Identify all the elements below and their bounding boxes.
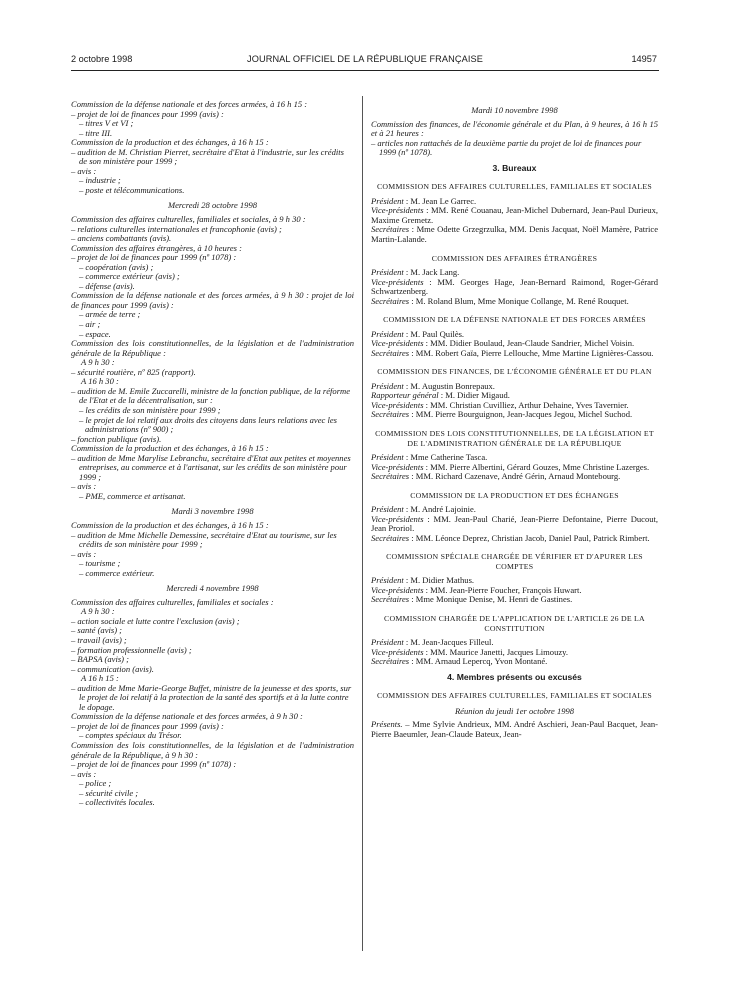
agenda-item: – projet de loi de finances pour 1999 (avis) : [71, 108, 224, 119]
agenda-item: – sécurité routière, nº 825 (rapport). [71, 366, 196, 377]
presents-text: – Mme Sylvie Andrieux, MM. André Aschieri, Jean-Paul Bacquet, Jean-Pierre Baeumler, Jean-Claude Bateux, Jean- [371, 719, 658, 739]
agenda-item: A 16 h 15 : [81, 673, 119, 684]
commission-title: COMMISSION DES AFFAIRES CULTURELLES, FAMILIALES ET SOCIALES [376, 691, 653, 701]
bureau-member-line [371, 515, 658, 534]
meeting-date: Réunion du jeudi 1er octobre 1998 [454, 705, 575, 716]
agenda-commission-line: Commission de la production et des échanges, à 16 h 15 : [71, 519, 269, 530]
agenda-commission-line: Commission de la production et des échanges, à 16 h 15 : [71, 443, 269, 454]
bureau-role: Président [371, 380, 404, 391]
agenda-item: – action sociale et lutte contre l'exclusion (avis) ; [71, 615, 240, 626]
agenda-item: – sécurité civile ; [79, 787, 139, 798]
bureau-members: : Mme Catherine Tasca. [403, 452, 488, 463]
bureau-members: : MM. Didier Boulaud, Jean-Claude Sandrier, Michel Voisin. [423, 338, 635, 349]
date-heading: Mardi 10 novembre 1998 [471, 105, 558, 115]
date-heading: Mercredi 28 octobre 1998 [167, 200, 257, 211]
bureau-role: Président [371, 328, 404, 339]
bureau-role: Président [371, 195, 404, 206]
agenda-item: – armée de terre ; [79, 309, 141, 320]
bureau-member-line [371, 595, 658, 605]
bureau-member-line [371, 534, 658, 544]
commission-block [371, 315, 658, 358]
section-heading: 4. Membres présents ou excusés [447, 671, 582, 682]
agenda-item: – audition de Mme Marylise Lebranchu, secrétaire d'Etat aux petites et moyennes entreprises, au commerce et à l'artisanat, sur les crédits de son ministère pour 1999 ; [71, 452, 351, 482]
agenda-item: – audition de Mme Marie-George Buffet, ministre de la jeunesse et des sports, sur le projet de loi relatif à la protection de la santé des sportifs et à la lutte contre le dopage. [71, 682, 352, 712]
header-rule [71, 70, 659, 71]
commission-title: COMMISSION SPÉCIALE CHARGÉE DE VÉRIFIER ET D'APURER LES COMPTES [386, 552, 643, 571]
agenda-item: – projet de loi de finances pour 1999 (avis) : [71, 720, 224, 731]
presents-paragraph [371, 720, 658, 739]
agenda-item: – communication (avis). [71, 663, 154, 674]
agenda-item: – projet de loi de finances pour 1999 (nº 1078) : [71, 759, 237, 770]
bureau-members: : MM. René Couanau, Jean-Michel Dubernard, Jean-Paul Durieux, Maxime Gremetz. [371, 205, 658, 225]
bureau-members: : M. Jean Le Garrec. [403, 195, 477, 206]
right-column [371, 100, 658, 739]
agenda-item: – relations culturelles internationales et francophonie (avis) ; [71, 223, 282, 234]
bureau-role: Président [371, 637, 404, 647]
bureau-members: : M. Didier Mathus. [403, 575, 475, 586]
bureau-members: : MM. Jean-Pierre Foucher, François Huwart. [423, 584, 582, 595]
bureau-member-line [371, 206, 658, 225]
bureau-role: Président [371, 267, 404, 278]
commission-block [371, 254, 658, 307]
agenda-item: – fonction publique (avis). [71, 433, 162, 444]
agenda-item: – les crédits de son ministère pour 1999 ; [79, 404, 221, 415]
agenda-item: – défense (avis). [79, 280, 135, 291]
agenda-item: – avis : [71, 165, 97, 176]
agenda-item: – avis : [71, 481, 97, 492]
bureau-role: Vice-présidents [371, 399, 424, 410]
commission-title: COMMISSION CHARGÉE DE L'APPLICATION DE L'ARTICLE 26 DE LA CONSTITUTION [384, 614, 645, 633]
agenda-item: – tourisme ; [79, 558, 121, 569]
bureau-members: : Mme Monique Denise, M. Henri de Gastines. [409, 594, 573, 605]
header-page-number: 14957 [631, 54, 657, 64]
bureau-role: Vice-présidents [371, 338, 424, 349]
bureau-role: Vice-présidents [371, 646, 424, 657]
agenda-item: – commerce extérieur (avis) ; [79, 271, 180, 282]
bureau-members: : M. André Lajoinie. [403, 504, 476, 515]
agenda-item: – projet de loi de finances pour 1999 (nº 1078) : [71, 252, 237, 263]
date-heading: Mardi 3 novembre 1998 [171, 506, 254, 517]
bureau-role: Secrétaires [371, 295, 410, 306]
commission-block [371, 614, 658, 667]
bureau-member-line [371, 349, 658, 359]
date-heading: Mercredi 4 novembre 1998 [166, 583, 259, 594]
bureau-role: Secrétaires [371, 409, 410, 420]
header-journal-title: JOURNAL OFFICIEL DE LA RÉPUBLIQUE FRANÇAISE [247, 54, 483, 64]
agenda-item: A 16 h 30 : [81, 376, 119, 387]
bureau-role: Président [371, 575, 404, 586]
bureau-members: : MM. Georges Hage, Jean-Bernard Raimond, Roger-Gérard Schwartzenberg. [371, 276, 658, 297]
agenda-item: – santé (avis) ; [71, 625, 123, 636]
commission-title: COMMISSION DE LA PRODUCTION ET DES ÉCHANGES [410, 490, 619, 500]
commission-title: COMMISSION DES AFFAIRES CULTURELLES, FAMILIALES ET SOCIALES [376, 182, 653, 192]
header-date: 2 octobre 1998 [71, 54, 133, 64]
bureau-role: Secrétaires [371, 471, 410, 482]
agenda-item: – articles non rattachés de la deuxième partie du projet de loi de finances pour 1999 (nº 1078). [371, 137, 642, 158]
agenda-commission-line: Commission de la défense nationale et des forces armées, à 9 h 30 : projet de loi de finances pour 1999 (avis) : [71, 290, 354, 310]
agenda-item: A 9 h 30 : [81, 606, 115, 617]
agenda-item: – air ; [79, 319, 101, 330]
agenda-item: – anciens combattants (avis). [71, 233, 172, 244]
bureau-members: : MM. Arnaud Lepercq, Yvon Montané. [409, 656, 548, 667]
bureau-members: : MM. Christian Cuvilliez, Arthur Dehaine, Yves Tavernier. [423, 399, 629, 410]
agenda-commission-line: Commission des lois constitutionnelles, de la législation et de l'administration générale de la République, à 9 h 30 : [71, 740, 354, 760]
bureau-members: : M. Roland Blum, Mme Monique Collange, M. René Rouquet. [409, 295, 629, 306]
commission-block [371, 552, 658, 605]
bureaux-list [371, 182, 658, 666]
commission-title: COMMISSION DES LOIS CONSTITUTIONNELLES, DE LA LÉGISLATION ET DE L'ADMINISTRATION GÉNÉRALE DE LA RÉPUBLIQUE [375, 429, 654, 448]
right-column-agenda [371, 106, 658, 173]
commission-block [371, 182, 658, 244]
bureau-role: Vice-présidents [371, 513, 424, 524]
bureau-members: : M. Jean-Jacques Filleul. [403, 637, 494, 647]
agenda-item: – audition de M. Christian Pierret, secrétaire d'Etat à l'industrie, sur les crédits de son ministère pour 1999 ; [71, 146, 344, 167]
column-divider [362, 96, 363, 951]
bureau-members: : MM. Robert Gaïa, Pierre Lellouche, Mme Martine Lignières-Cassou. [409, 347, 654, 358]
agenda-commission-line: Commission des finances, de l'économie générale et du Plan, à 9 heures, à 16 h 15 et à 21 heures : [371, 118, 658, 139]
agenda-item: – formation professionnelle (avis) ; [71, 644, 192, 655]
bureau-member-line [371, 297, 658, 307]
bureau-role: Vice-présidents [371, 584, 424, 595]
agenda-item: – commerce extérieur. [79, 567, 155, 578]
agenda-item: – audition de M. Emile Zuccarelli, ministre de la fonction publique, de la réforme de l'Etat et de la décentralisation, sur : [71, 385, 350, 406]
bureau-member-line [371, 225, 658, 244]
commission-block [371, 367, 658, 420]
agenda-item: – avis : [71, 768, 97, 779]
agenda-item: – audition de Mme Michelle Demessine, secrétaire d'Etat au tourisme, sur les crédits de son ministère pour 1999 ; [71, 529, 337, 550]
agenda-item: – coopération (avis) ; [79, 261, 154, 272]
agenda-item: – industrie ; [79, 175, 121, 186]
bureau-role: Secrétaires [371, 224, 410, 235]
page-header [71, 54, 659, 68]
agenda-item: – espace. [79, 328, 111, 339]
bureau-members: : MM. Richard Cazenave, André Gérin, Arnaud Montebourg. [409, 471, 621, 482]
agenda-commission-line: Commission des lois constitutionnelles, de la législation et de l'administration générale de la République : [71, 338, 354, 358]
bureau-member-line [371, 410, 658, 420]
agenda-commission-line: Commission des affaires culturelles, familiales et sociales, à 9 h 30 : [71, 214, 306, 225]
agenda-item: – travail (avis) ; [71, 634, 127, 645]
bureau-members: : MM. Maurice Janetti, Jacques Limouzy. [423, 646, 569, 657]
agenda-commission-line: Commission des affaires culturelles, familiales et sociales : [71, 596, 274, 607]
section-heading: 3. Bureaux [492, 162, 537, 173]
agenda-item: – titres V et VI ; [79, 118, 134, 129]
bureau-members: : M. Augustin Bonrepaux. [403, 380, 495, 391]
agenda-item: – poste et télécommunications. [79, 184, 185, 195]
bureau-members: : MM. Pierre Albertini, Gérard Gouzes, Mme Christine Lazerges. [423, 461, 650, 472]
bureau-role: Vice-présidents [371, 205, 424, 216]
agenda-item: – BAPSA (avis) ; [71, 654, 129, 665]
bureau-members: : MM. Jean-Paul Charié, Jean-Pierre Defontaine, Pierre Ducout, Jean Proriol. [371, 513, 658, 534]
bureau-members: : M. Jack Lang. [403, 267, 460, 278]
agenda-item: – police ; [79, 778, 112, 789]
bureau-role: Secrétaires [371, 594, 410, 605]
agenda-item: – collectivités locales. [79, 797, 155, 808]
bureau-role: Président [371, 504, 404, 515]
bureau-members: : MM. Léonce Deprez, Christian Jacob, Daniel Paul, Patrick Rimbert. [409, 532, 650, 543]
bureau-member-line [371, 278, 658, 297]
presents-label: Présents. [371, 719, 403, 730]
agenda-commission-line: Commission de la production et des échanges, à 16 h 15 : [71, 137, 269, 148]
agenda-item: – avis : [71, 548, 97, 559]
bureau-role: Secrétaires [371, 656, 410, 667]
bureau-role: Secrétaires [371, 347, 410, 358]
agenda-item: – titre III. [79, 127, 113, 138]
commission-title: COMMISSION DES FINANCES, DE L'ÉCONOMIE GÉNÉRALE ET DU PLAN [377, 367, 652, 377]
commission-title: COMMISSION DE LA DÉFENSE NATIONALE ET DES FORCES ARMÉES [383, 315, 646, 325]
agenda-item: – comptes spéciaux du Trésor. [79, 730, 182, 741]
agenda-item: – le projet de loi relatif aux droits des citoyens dans leurs relations avec les administrations (nº 900) ; [79, 414, 337, 435]
commission-title: COMMISSION DES AFFAIRES ÉTRANGÈRES [431, 253, 598, 263]
bureau-role: Vice-présidents [371, 461, 424, 472]
bureau-members: : M. Didier Migaud. [438, 390, 510, 401]
agenda-commission-line: Commission des affaires étrangères, à 10 heures : [71, 242, 242, 253]
bureau-role: Vice-présidents [371, 276, 424, 287]
bureau-members: : Mme Odette Grzegrzulka, MM. Denis Jacquat, Noël Mamère, Patrice Martin-Lalande. [371, 224, 658, 244]
agenda-item: – PME, commerce et artisanat. [79, 490, 186, 501]
commission-block [371, 491, 658, 544]
bureau-role: Président [371, 452, 404, 463]
section-members-present [371, 673, 658, 740]
agenda-commission-line: Commission de la défense nationale et des forces armées, à 9 h 30 : [71, 711, 303, 722]
commission-block [371, 429, 658, 482]
bureau-members: : MM. Pierre Bourguignon, Jean-Jacques Jegou, Michel Suchod. [409, 409, 633, 420]
bureau-member-line [371, 657, 658, 667]
left-column [71, 100, 354, 808]
bureau-role: Secrétaires [371, 532, 410, 543]
agenda-item: A 9 h 30 : [81, 357, 115, 368]
bureau-role: Rapporteur général [371, 390, 439, 401]
bureau-members: : M. Paul Quilès. [403, 328, 465, 339]
agenda-commission-line: Commission de la défense nationale et des forces armées, à 16 h 15 : [71, 99, 308, 109]
bureau-member-line [371, 472, 658, 482]
